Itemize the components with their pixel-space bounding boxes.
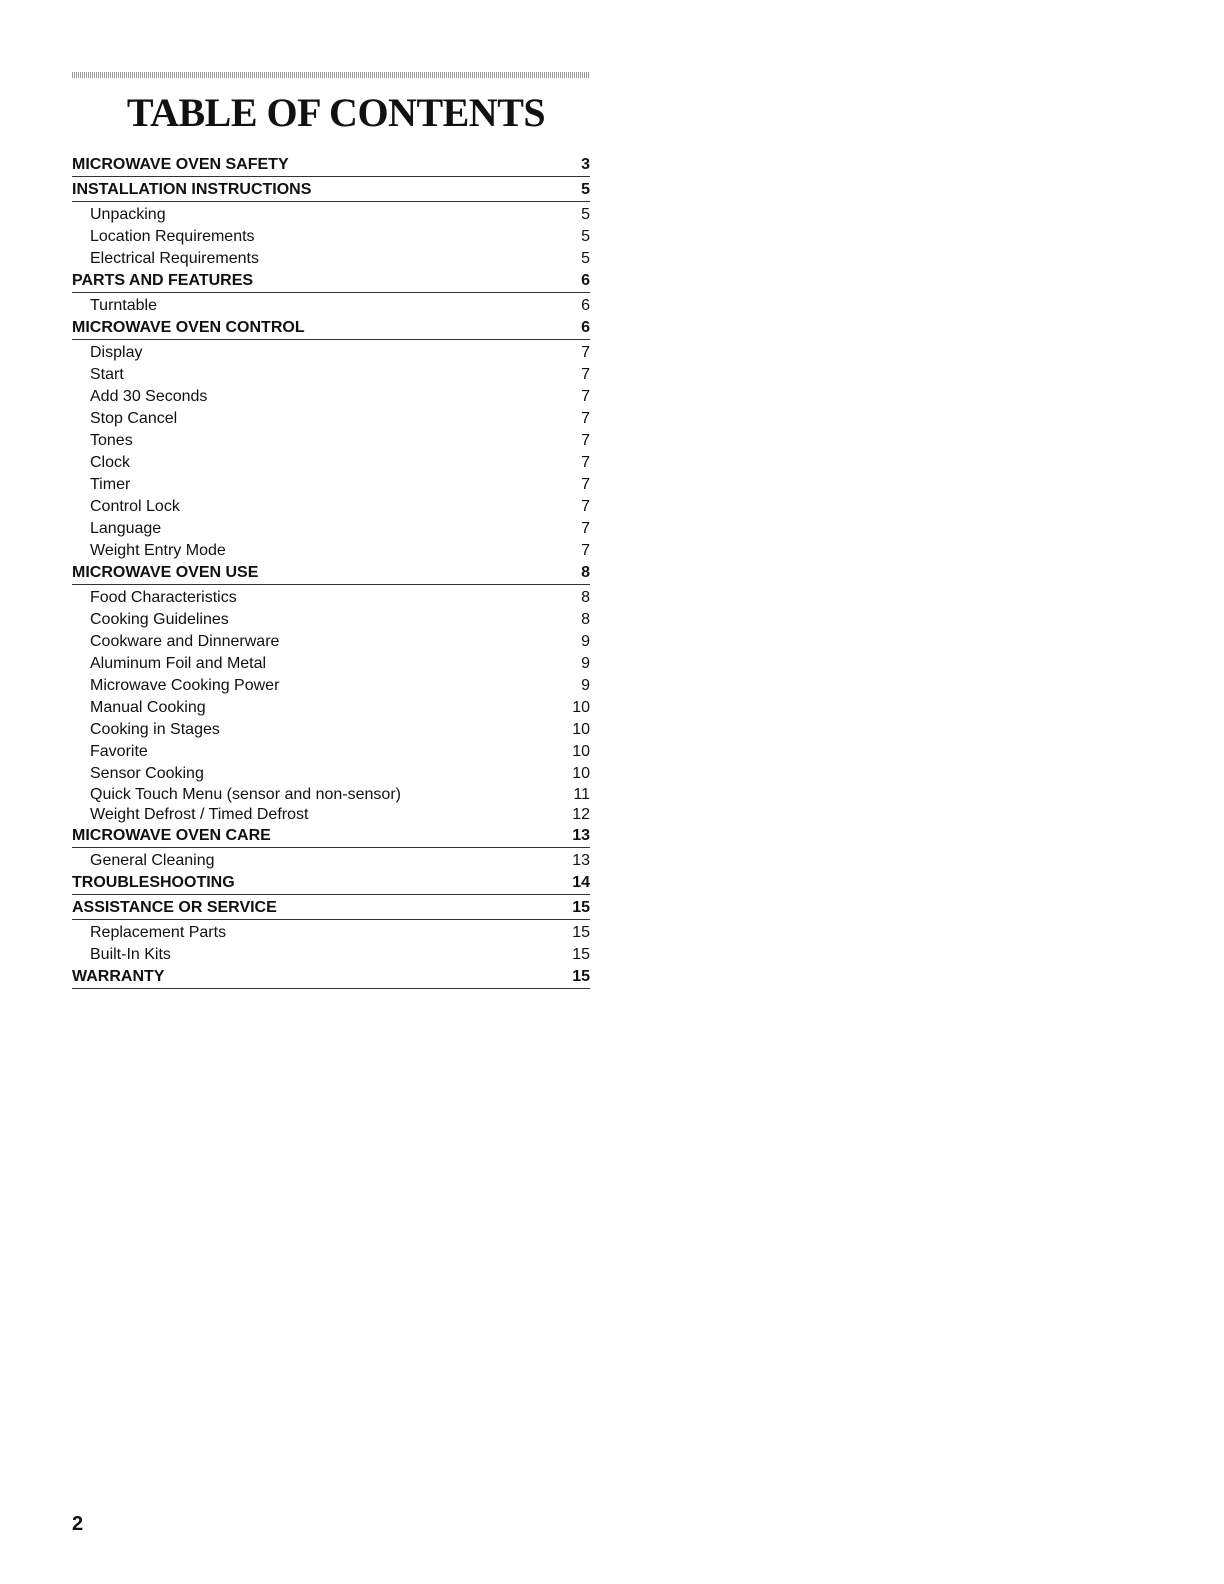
toc-subentry[interactable] [72, 785, 590, 805]
toc-subentry-page: 9 [581, 655, 590, 672]
toc-subentry-label: Electrical Requirements [90, 250, 259, 267]
toc-subentry[interactable] [72, 226, 590, 248]
toc-subentry[interactable] [72, 609, 590, 631]
toc-subentry[interactable] [72, 496, 590, 518]
toc-subentry-page: 7 [581, 476, 590, 493]
toc-subentry[interactable] [72, 248, 590, 270]
toc-subentry-page: 7 [581, 454, 590, 471]
toc-subentry-page: 7 [581, 432, 590, 449]
table-of-contents [72, 72, 590, 991]
toc-subentry-page: 9 [581, 633, 590, 650]
toc-subentry[interactable] [72, 342, 590, 364]
toc-subentry-label: Favorite [90, 743, 148, 760]
toc-section-label: MICROWAVE OVEN USE [72, 564, 259, 581]
toc-subentry-label: General Cleaning [90, 852, 215, 869]
toc-subentry-page: 8 [581, 589, 590, 606]
toc-subentry-label: Microwave Cooking Power [90, 677, 280, 694]
toc-subentry[interactable] [72, 518, 590, 540]
toc-section-entry[interactable] [72, 897, 590, 920]
toc-subentry[interactable] [72, 944, 590, 966]
toc-subentry-label: Weight Defrost / Timed Defrost [90, 806, 309, 823]
toc-subentry-page: 7 [581, 344, 590, 361]
top-rule-divider [72, 72, 590, 78]
toc-subentry-label: Manual Cooking [90, 699, 206, 716]
toc-subentry[interactable] [72, 741, 590, 763]
toc-section-entry[interactable] [72, 179, 590, 202]
toc-subentry-page: 7 [581, 498, 590, 515]
toc-section-page: 6 [581, 272, 590, 289]
toc-section-entry[interactable] [72, 562, 590, 585]
toc-section-label: INSTALLATION INSTRUCTIONS [72, 181, 312, 198]
toc-subentry-label: Cookware and Dinnerware [90, 633, 280, 650]
toc-subentry-page: 15 [572, 924, 590, 941]
toc-subentry-label: Timer [90, 476, 131, 493]
toc-subentry[interactable] [72, 408, 590, 430]
toc-subentry[interactable] [72, 631, 590, 653]
toc-section-entry[interactable] [72, 872, 590, 895]
toc-subentry-page: 11 [573, 786, 590, 803]
toc-subentry[interactable] [72, 587, 590, 609]
toc-subentry-page: 7 [581, 366, 590, 383]
toc-section-label: MICROWAVE OVEN CARE [72, 827, 271, 844]
toc-subentry-label: Unpacking [90, 206, 166, 223]
toc-subentry-page: 10 [572, 699, 590, 716]
toc-subentry-label: Clock [90, 454, 131, 471]
toc-subentry-label: Sensor Cooking [90, 765, 204, 782]
toc-subentry-label: Replacement Parts [90, 924, 227, 941]
toc-section-page: 6 [581, 319, 590, 336]
toc-subentry[interactable] [72, 204, 590, 226]
toc-section-label: MICROWAVE OVEN CONTROL [72, 319, 305, 336]
toc-subentry-label: Cooking Guidelines [90, 611, 229, 628]
page-number: 2 [72, 1513, 84, 1535]
toc-subentry-page: 10 [572, 721, 590, 738]
toc-section-page: 8 [581, 564, 590, 581]
toc-subentry[interactable] [72, 675, 590, 697]
toc-subentry-label: Add 30 Seconds [90, 388, 208, 405]
toc-section-entry[interactable] [72, 825, 590, 848]
toc-section-label: ASSISTANCE OR SERVICE [72, 899, 277, 916]
toc-subentry[interactable] [72, 386, 590, 408]
toc-subentry[interactable] [72, 850, 590, 872]
toc-subentry[interactable] [72, 474, 590, 496]
toc-subentry[interactable] [72, 295, 590, 317]
toc-subentry-page: 7 [581, 520, 590, 537]
toc-subentry-page: 5 [581, 206, 590, 223]
toc-subentry[interactable] [72, 430, 590, 452]
toc-section-entry[interactable] [72, 966, 590, 989]
toc-subentry[interactable] [72, 719, 590, 741]
toc-subentry-page: 10 [572, 765, 590, 782]
toc-section-page: 3 [581, 156, 590, 173]
toc-subentry-label: Aluminum Foil and Metal [90, 655, 267, 672]
toc-subentry-page: 10 [572, 743, 590, 760]
toc-section-page: 5 [581, 181, 590, 198]
toc-section-entry[interactable] [72, 154, 590, 177]
toc-subentry-label: Tones [90, 432, 133, 449]
toc-subentry-label: Built-In Kits [90, 946, 171, 963]
toc-subentry-page: 8 [581, 611, 590, 628]
toc-subentry[interactable] [72, 697, 590, 719]
toc-section-label: PARTS AND FEATURES [72, 272, 254, 289]
toc-subentry-page: 7 [581, 542, 590, 559]
toc-subentry[interactable] [72, 540, 590, 562]
toc-subentry-label: Cooking in Stages [90, 721, 220, 738]
toc-subentry-page: 7 [581, 388, 590, 405]
toc-subentry-page: 5 [581, 250, 590, 267]
toc-subentry-label: Start [90, 366, 124, 383]
toc-subentry[interactable] [72, 763, 590, 785]
toc-section-entry[interactable] [72, 270, 590, 293]
toc-section-page: 14 [572, 874, 590, 891]
toc-subentry-label: Weight Entry Mode [90, 542, 226, 559]
toc-subentry-label: Display [90, 344, 143, 361]
page-title: TABLE OF CONTENTS [126, 90, 546, 135]
toc-subentry-label: Control Lock [90, 498, 180, 515]
toc-subentry-page: 15 [572, 946, 590, 963]
toc-subentry-label: Language [90, 520, 162, 537]
toc-subentry-label: Location Requirements [90, 228, 255, 245]
toc-subentry[interactable] [72, 922, 590, 944]
toc-section-page: 15 [572, 968, 590, 985]
toc-subentry-label: Turntable [90, 297, 157, 314]
toc-section-label: TROUBLESHOOTING [72, 874, 235, 891]
toc-subentry-page: 6 [581, 297, 590, 314]
toc-section-label: MICROWAVE OVEN SAFETY [72, 156, 289, 173]
toc-subentry[interactable] [72, 805, 590, 825]
toc-subentry-page: 12 [572, 806, 590, 823]
toc-section-page: 15 [572, 899, 590, 916]
toc-subentry-label: Stop Cancel [90, 410, 178, 427]
toc-section-entry[interactable] [72, 317, 590, 340]
toc-list [72, 154, 590, 989]
toc-subentry[interactable] [72, 653, 590, 675]
toc-subentry-page: 7 [581, 410, 590, 427]
toc-subentry-label: Quick Touch Menu (sensor and non-sensor) [90, 786, 401, 803]
toc-subentry-page: 5 [581, 228, 590, 245]
toc-section-label: WARRANTY [72, 968, 165, 985]
toc-subentry-label: Food Characteristics [90, 589, 237, 606]
toc-section-page: 13 [572, 827, 590, 844]
toc-subentry-page: 9 [581, 677, 590, 694]
toc-subentry[interactable] [72, 452, 590, 474]
toc-subentry-page: 13 [572, 852, 590, 869]
toc-subentry[interactable] [72, 364, 590, 386]
